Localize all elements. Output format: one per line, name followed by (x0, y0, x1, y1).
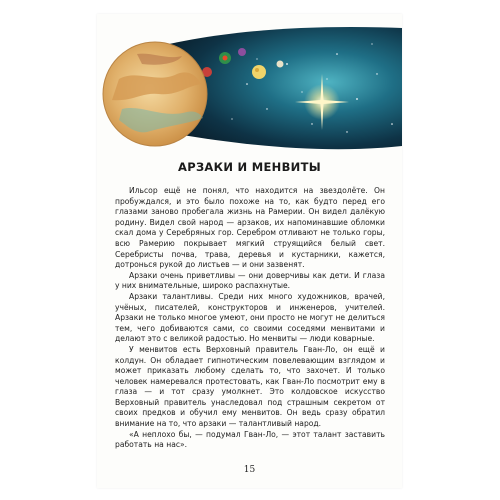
book-page (97, 14, 402, 488)
paragraph: «А неплохо бы, — подумал Гван-Ло, — этот талант заставить работать на нас». (115, 429, 385, 450)
yellow-planet-icon (252, 65, 266, 79)
chapter-text (115, 186, 385, 451)
paragraph: Арзаки очень приветливы — они доверчивы как дети. И глаза у них внимательные, широко распахнутые. (115, 270, 385, 291)
planets-image (97, 14, 402, 154)
page-number: 15 (243, 465, 256, 475)
paragraph: У менвитов есть Верховный правитель Гван-Ло, он ещё и колдун. Он обладает гипнотическим повелевающим взглядом и может приказать любому сделать то, что захочет. И только человек намеревался протестовать, как Гван-Ло посмотрит ему в глаза — и тот сразу умолкнет. Это колдовское искусство Верховный правитель унаследовал под страшным секретом от своих предков и обучил ему менвитов. Он ведь сразу обратил внимание на то, что арзаки — талантливый народ. (115, 344, 385, 429)
paragraph: Ильсор ещё не понял, что находится на звездолёте. Он пробуждался, и это было похоже на то, как будто перед его глазами заново пробегала жизнь на Рамерии. Он видел далёкую родину. Видел свой народ — арзаков, их напоминавшие обломки скал дома у Серебряных гор. Серебром отливают не только горы, всю Рамерию покрывает мягкий струящийся белый свет. Серебристы почва, трава, деревья и кустарники, кажется, дотронься рукой до листьев — и они зазвенят. (115, 186, 385, 270)
purple-planet-icon (238, 48, 246, 56)
chapter-title: АРЗАКИ И МЕНВИТЫ (178, 160, 321, 174)
paragraph: Арзаки талантливы. Среди них много художников, врачей, учёных, писателей, конструкторов и инженеров, учителей. Арзаки не только многое умеют, они просто не могут не делиться тем, чего добиваются сами, со своими соседями менвитами и делают это с великой радостью. Но менвиты — люди коварные. (115, 291, 385, 344)
space-illustration (97, 14, 402, 154)
small-moon-icon (277, 61, 284, 68)
